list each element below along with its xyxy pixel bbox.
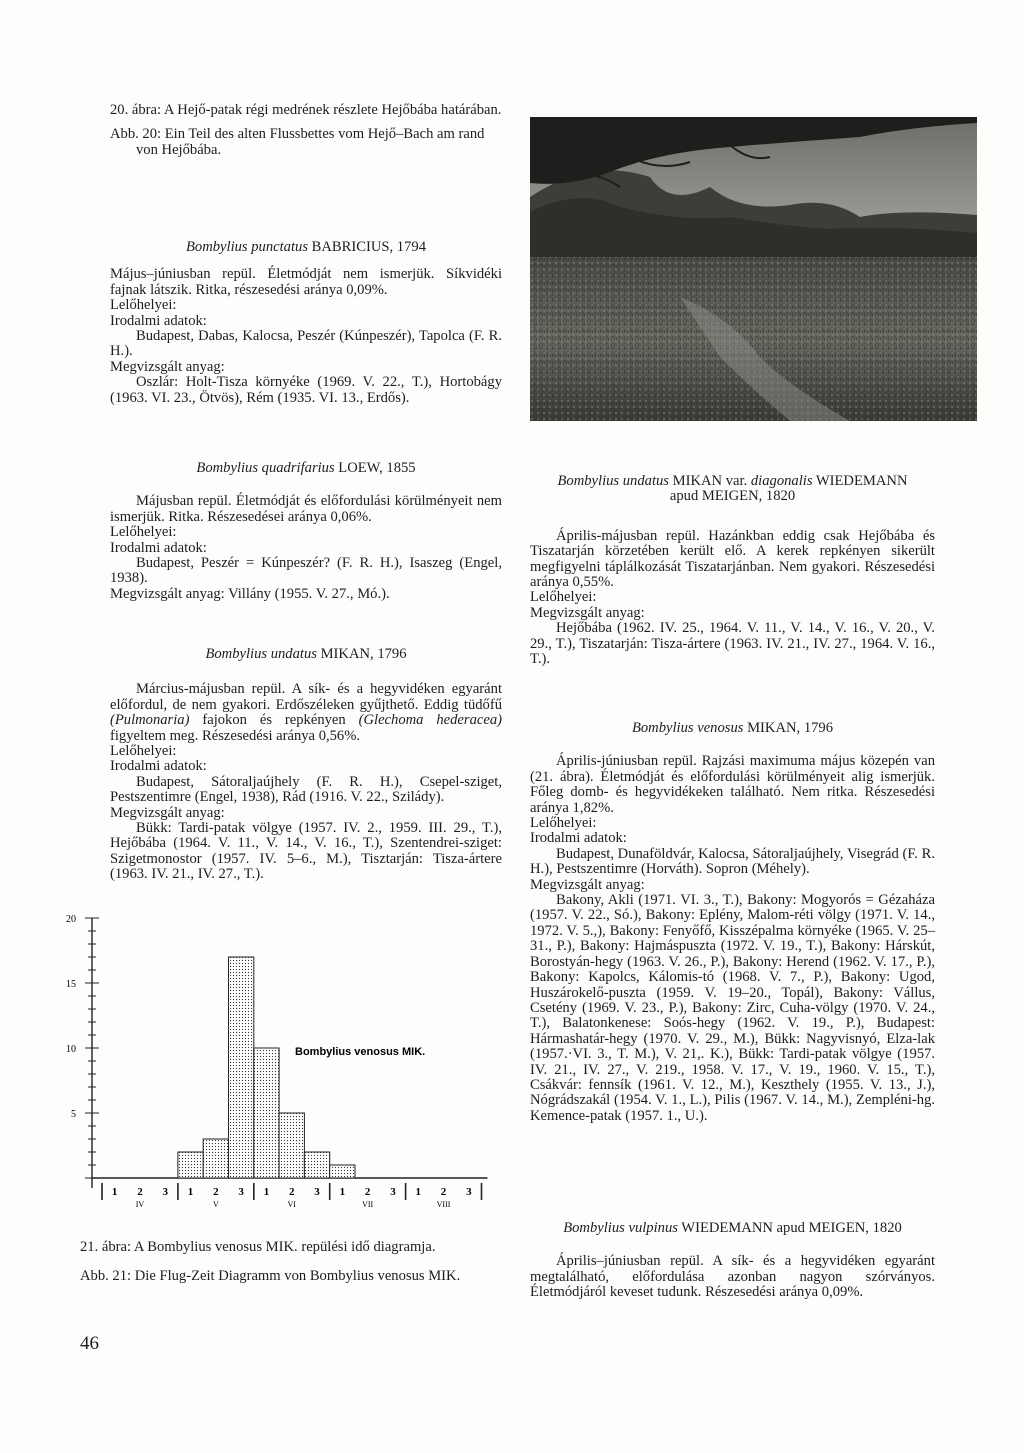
label-irodalmi: Irodalmi adatok:: [110, 758, 207, 775]
text-run: (Glechoma hederacea): [358, 712, 502, 729]
species-name: Bombylius quadrifarius: [196, 460, 335, 476]
histogram-bar: [203, 1139, 228, 1178]
label-megvizsgalt: Megvizsgált anyag: Villány (1955. V. 27., Mó.).: [110, 585, 390, 602]
landscape-photo: [530, 117, 977, 421]
species-heading: [110, 461, 502, 476]
flight-time-histogram: [40, 905, 500, 1225]
label-irodalmi: Irodalmi adatok:: [110, 539, 207, 556]
text-run: fajokon és repkényen: [189, 712, 359, 729]
decade-label: 3: [314, 1186, 320, 1198]
species-author: MIKAN, 1796: [316, 646, 407, 662]
species-heading: [530, 474, 935, 489]
figure-20-photo: [530, 117, 977, 421]
species-author: WIEDEMANN apud MEIGEN, 1820: [677, 1220, 902, 1236]
species-name: Bombylius venosus: [631, 720, 744, 736]
chart-legend: Bombylius venosus MIK.: [295, 1046, 426, 1058]
decade-label: 3: [238, 1186, 244, 1198]
decade-label: 1: [339, 1186, 346, 1198]
species-name: Bombylius punctatus: [186, 239, 309, 255]
species-name: Bombylius undatus: [205, 646, 317, 662]
species-undatus: [110, 647, 502, 883]
decade-label: 3: [162, 1186, 168, 1198]
paragraph: Budapest, Dunaföldvár, Kalocsa, Sátoraljaújhely, Visegrád (F. R. H.), Pestszentimre (Horváth). Sopron (Méhely).: [530, 845, 935, 878]
species-heading: [530, 721, 935, 736]
label-megvizsgalt: Megvizsgált anyag:: [530, 604, 645, 621]
species-heading: [110, 240, 502, 255]
figure-21-caption: [80, 1240, 500, 1285]
species-name: Bombylius undatus: [557, 473, 669, 489]
label-lelohelyei: Lelőhelyei:: [530, 815, 597, 832]
species-quadrifarius: [110, 461, 502, 602]
label-megvizsgalt: Megvizsgált anyag:: [110, 804, 225, 821]
decade-label: 1: [187, 1186, 194, 1198]
paragraph: Májusban repül. Életmódját és előfordulási körülményeit nem ismerjük. Ritka. Részesedései aránya 0,06%.: [110, 493, 502, 525]
species-author: MIKAN, 1796: [743, 720, 834, 736]
text-run: figyeltem meg. Részesedési aránya 0,56%.: [110, 727, 361, 744]
paragraph: Budapest, Sátoraljaújhely (F. R. H.), Csepel-sziget, Pestszentimre (Engel, 1938), Rád (1916. V. 22., Szilády).: [110, 773, 502, 806]
decade-label: 1: [415, 1186, 421, 1198]
histogram-bar: [229, 957, 254, 1178]
paragraph: [110, 682, 502, 744]
y-tick-label: 20: [66, 914, 76, 925]
histogram-bar: [254, 1048, 279, 1178]
month-label: VI: [287, 1200, 296, 1209]
figure-20-caption: [110, 103, 502, 158]
label-lelohelyei: Lelőhelyei:: [110, 524, 177, 541]
histogram-bar: [178, 1152, 203, 1178]
paragraph: Április-májusban repül. Hazánkban eddig csak Hejőbába és Tiszatarján körzetében került elő. A kerek repkényen sikerült megfigyelni táplálkozását Tiszatarjánban. Nem gyakori. Részesedési aránya 0,55%.: [530, 527, 935, 591]
paragraph: Bükk: Tardi-patak völgye (1957. IV. 2., 1959. III. 29., T.), Hejőbába (1964. V. 11., V. 14., V. 16., T.), Szentendrei-sziget: Szigetmonostor (1957. IV. 5–6., M.), Tisztarján: Tisza-ártere (1963. IV. 21., IV. 27., T.).: [110, 820, 502, 883]
histogram-bar: [279, 1113, 304, 1178]
paragraph: Április–júniusban repül. A sík- és a hegyvidéken egyaránt megtalálható, előfordulása azonban nagyon szórványos. Életmódjáról keveset tudunk. Részesedési aránya 0,09%.: [530, 1253, 935, 1301]
text-run: Március-májusban repül. A sík- és a hegyvidéken egyaránt előfordul, de nem gyakori. Erdőszéleken gyűjthető. Eddig tüdőfű: [110, 681, 502, 713]
label-lelohelyei: Lelőhelyei:: [110, 743, 177, 760]
decade-label: 2: [137, 1186, 143, 1198]
histogram-bar: [330, 1165, 355, 1178]
paragraph: Bakony, Akli (1971. VI. 3., T.), Bakony: Mogyorós = Gézaháza (1957. V. 22., Só.), Bakony: Eplény, Malom-réti völgy (1971. V. 14., 1972. V. 5.,), Bakony: Fenyőfő, Kisszépalma környéke (1965. V. 25–31., P.), Bakony: Hajmáspuszta (1972. V. 19., T.), Bakony: Hárskút, Borostyán-hegy (1963. V. 26., P.), Bakony: Herend (1962. V. 17., P.), Bakony: Kapolcs, Kálomis-tó (1968. V. 7., P.), Bakony: Ugod, Huszárokelő-puszta (1959. V. 19–20., Topál), Bakony: Vállus, Csetény (1969. V. 23., P.), Bakony: Zirc, Cuha-völgy (1970. V. 24., T.), Balatonkenese: Soós-hegy (1962. V. 19., P.), Budapest: Hármashatár-hegy (1970. V. 29., M.), Bükk: Nagyvisnyó, Elza-lak (1957.·VI. 3., T. M.), V. 21,. K.), Bükk: Tardi-patak völgye (1957. IV. 21., IV. 27., V. 219., 1958. V. 17., V. 19., 1960. V. 15., T.), Csákvár: fennsík (1961. V. 12., M.), Keszthely (1955. V. 13., J.), Nógrádszakál (1954. V. 1., L.), Pilis (1967. V. 14., M.), Zempléni-hg. Kemence-patak (1957. 1., U.).: [530, 892, 935, 1124]
y-tick-label: 5: [71, 1109, 76, 1120]
decade-label: 3: [466, 1186, 472, 1198]
y-tick-label: 15: [66, 979, 76, 990]
text-run: (Pulmonaria): [110, 712, 190, 729]
label-megvizsgalt: Megvizsgált anyag:: [110, 358, 225, 375]
species-undatus-diagonalis: [530, 474, 935, 667]
decade-label: 2: [364, 1186, 371, 1198]
decade-label: 3: [390, 1186, 396, 1198]
species-name: Bombylius vulpinus: [563, 1220, 678, 1236]
figure-21-chart: [40, 905, 500, 1230]
paragraph: Május–júniusban repül. Életmódját nem ismerjük. Síkvidéki fajnak látszik. Ritka, részesedési aránya 0,09%.: [110, 266, 502, 298]
figure-21-caption-de: Abb. 21: Die Flug-Zeit Diagramm von Bombylius venosus MIK.: [80, 1268, 461, 1285]
figure-20-caption-de: Abb. 20: Ein Teil des alten Flussbettes vom Hejő–Bach am rand von Hejőbába.: [110, 126, 485, 158]
paragraph: Április-júniusban repül. Rajzási maximuma május közepén van (21. ábra). Életmódját és előfordulási körülményeit alig ismerjük. Főleg domb- és hegyvidékeken található. Nem ritka. Részesedési aránya 1,82%.: [530, 753, 935, 816]
y-tick-label: 10: [66, 1044, 76, 1055]
decade-label: 2: [213, 1186, 219, 1198]
species-vulpinus: [530, 1221, 935, 1301]
figure-21-caption-hu: 21. ábra: A Bombylius venosus MIK. repülési idő diagramja.: [80, 1239, 436, 1255]
paragraph: Budapest, Peszér = Kúnpeszér? (F. R. H.), Isaszeg (Engel, 1938).: [110, 555, 502, 587]
month-label: IV: [135, 1200, 145, 1209]
species-heading: [110, 647, 502, 662]
species-author: MIKAN var.: [668, 473, 751, 489]
decade-label: 2: [289, 1186, 295, 1198]
decade-label: 1: [111, 1186, 118, 1198]
label-irodalmi: Irodalmi adatok:: [530, 830, 627, 847]
label-lelohelyei: Lelőhelyei:: [110, 297, 177, 314]
species-author: LOEW, 1855: [334, 460, 416, 476]
label-megvizsgalt: Megvizsgált anyag:: [530, 876, 645, 893]
label-irodalmi: Irodalmi adatok:: [110, 312, 207, 329]
species-heading: [530, 1221, 935, 1236]
decade-label: 1: [263, 1186, 270, 1198]
histogram-bar: [304, 1152, 329, 1178]
species-author-line: apud MEIGEN, 1820: [669, 488, 796, 505]
paragraph: Hejőbába (1962. IV. 25., 1964. V. 11., V. 14., V. 16., V. 20., V. 29., T.), Tiszatarján: Tisza-ártere (1963. IV. 21., IV. 27., 1964. V. 16., T.).: [530, 620, 935, 668]
figure-20-caption-hu: 20. ábra: A Hejő-patak régi medrének részlete Hejőbába határában.: [110, 102, 502, 118]
label-lelohelyei: Lelőhelyei:: [530, 589, 597, 606]
page-number: 46: [80, 1333, 99, 1354]
month-label: VIII: [436, 1200, 451, 1209]
variety-name: diagonalis: [750, 473, 813, 489]
decade-label: 2: [440, 1186, 447, 1198]
species-author: BABRICIUS, 1794: [308, 239, 426, 255]
species-punctatus: [110, 240, 502, 406]
species-venosus: [530, 721, 935, 1124]
paragraph: Budapest, Dabas, Kalocsa, Peszér (Kúnpeszér), Tapolca (F. R. H.).: [110, 328, 502, 360]
month-label: VII: [362, 1200, 374, 1209]
paragraph: Oszlár: Holt-Tisza környéke (1969. V. 22., T.), Hortobágy (1963. VI. 23., Ötvös), Rém (1935. VI. 13., Erdős).: [110, 374, 502, 406]
species-author: WIEDEMANN: [812, 473, 908, 489]
month-label: V: [212, 1200, 219, 1209]
